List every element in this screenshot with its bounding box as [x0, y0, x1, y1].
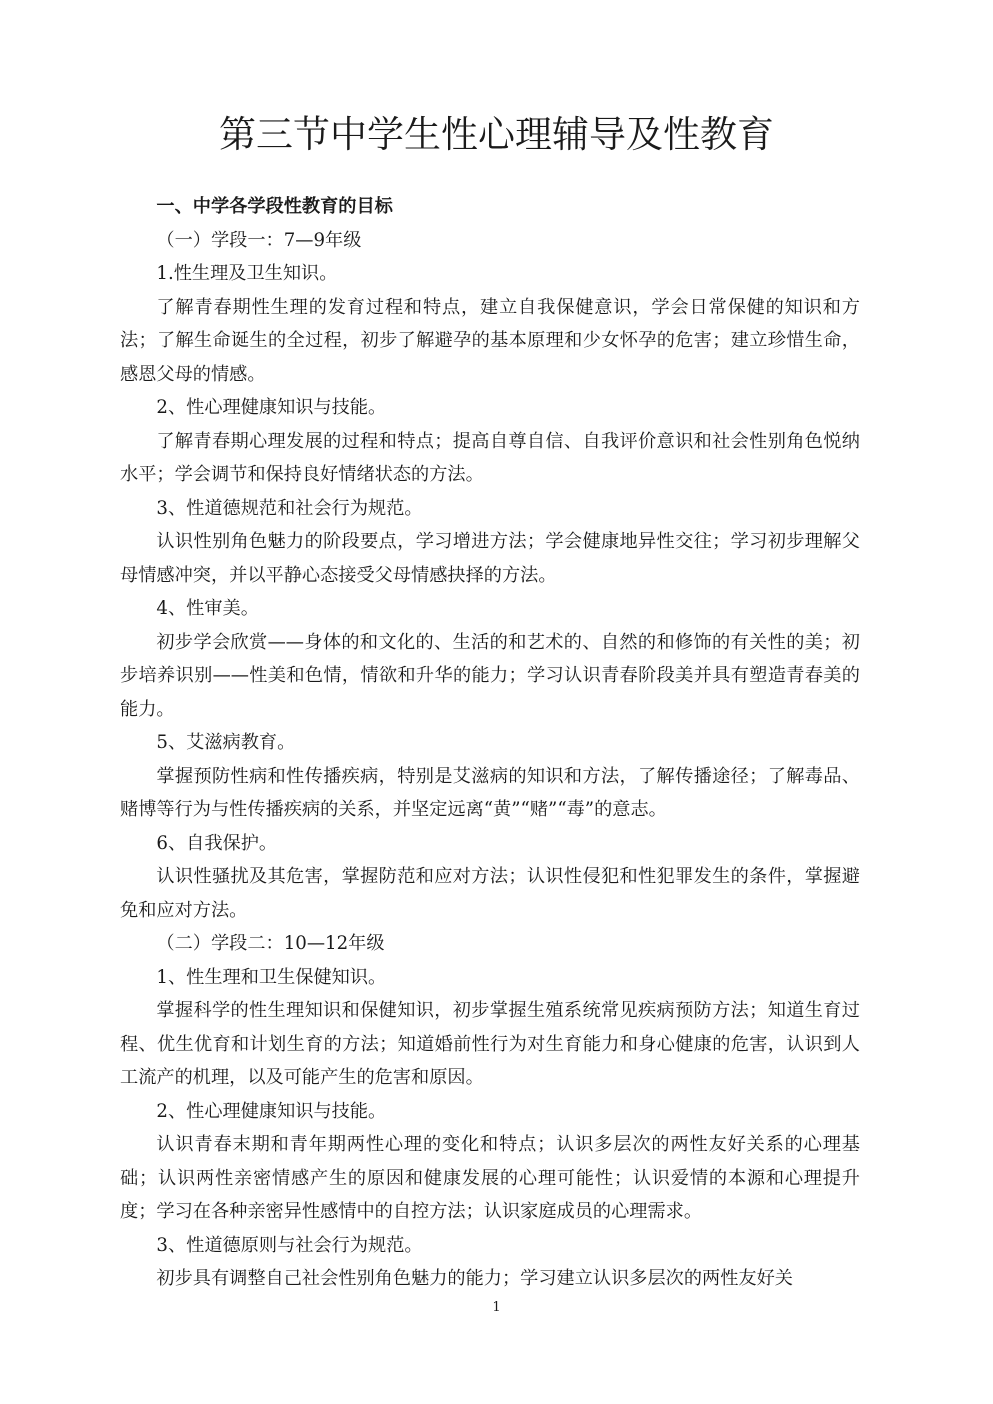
item-heading: 4、性审美。 — [156, 598, 259, 619]
item-heading: 6、自我保护。 — [156, 832, 278, 854]
subsection-heading: （二）学段二：10—12年级 — [156, 933, 385, 954]
item-heading: 1、性生理和卫生保健知识。 — [156, 966, 387, 988]
item-heading: 1.性生理及卫生知识。 — [156, 263, 338, 284]
subsection-heading: （一）学段一：7—9年级 — [156, 229, 362, 251]
body-paragraph: 认识性别角色魅力的阶段要点，学习增进方法；学会健康地异性交往；学习初步理解父母情感冲突，并以平静心态接受父母情感抉择的方法。 — [120, 531, 860, 586]
body-paragraph: 了解青春期性生理的发育过程和特点，建立自我保健意识，学会日常保健的知识和方法；了解生命诞生的全过程，初步了解避孕的基本原理和少女怀孕的危害；建立珍惜生命，感恩父母的情感。 — [120, 296, 860, 385]
item-heading: 3、性道德规范和社会行为规范。 — [156, 497, 423, 519]
body-paragraph: 认识性骚扰及其危害，掌握防范和应对方法；认识性侵犯和性犯罪发生的条件，掌握避免和应对方法。 — [120, 866, 860, 921]
document-body — [120, 190, 860, 1296]
item-heading: 3、性道德原则与社会行为规范。 — [156, 1234, 423, 1256]
body-paragraph: 初步具有调整自己社会性别角色魅力的能力；学习建立认识多层次的两性友好关 — [156, 1268, 793, 1289]
body-paragraph: 掌握科学的性生理知识和保健知识，初步掌握生殖系统常见疾病预防方法；知道生育过程、优生优育和计划生育的方法；知道婚前性行为对生育能力和身心健康的危害，认识到人工流产的机理，以及可能产生的危害和原因。 — [120, 1000, 860, 1088]
item-heading: 2、性心理健康知识与技能。 — [156, 1100, 387, 1122]
page-title: 第三节中学生性心理辅导及性教育 — [219, 113, 774, 156]
item-heading: 5、艾滋病教育。 — [156, 732, 296, 753]
body-paragraph: 认识青春末期和青年期两性心理的变化和特点；认识多层次的两性友好关系的心理基础；认识两性亲密情感产生的原因和健康发展的心理可能性；认识爱情的本源和心理提升度；学习在各种亲密异性感情中的自控方法；认识家庭成员的心理需求。 — [120, 1134, 860, 1222]
body-paragraph: 初步学会欣赏——身体的和文化的、生活的和艺术的、自然的和修饰的有关性的美；初步培养识别——性美和色情，情欲和升华的能力；学习认识青春阶段美并具有塑造青春美的能力。 — [120, 631, 860, 720]
page-number: 1 — [492, 1300, 501, 1315]
body-paragraph: 掌握预防性病和性传播疾病，特别是艾滋病的知识和方法，了解传播途径；了解毒品、赌博等行为与性传播疾病的关系，并坚定远离“黄”“赌”“毒”的意志。 — [120, 765, 860, 820]
item-heading: 2、性心理健康知识与技能。 — [156, 397, 387, 418]
body-paragraph: 了解青春期心理发展的过程和特点；提高自尊自信、自我评价意识和社会性别角色悦纳水平；学会调节和保持良好情绪状态的方法。 — [120, 430, 860, 485]
section-heading: 一、中学各学段性教育的目标 — [156, 196, 393, 217]
